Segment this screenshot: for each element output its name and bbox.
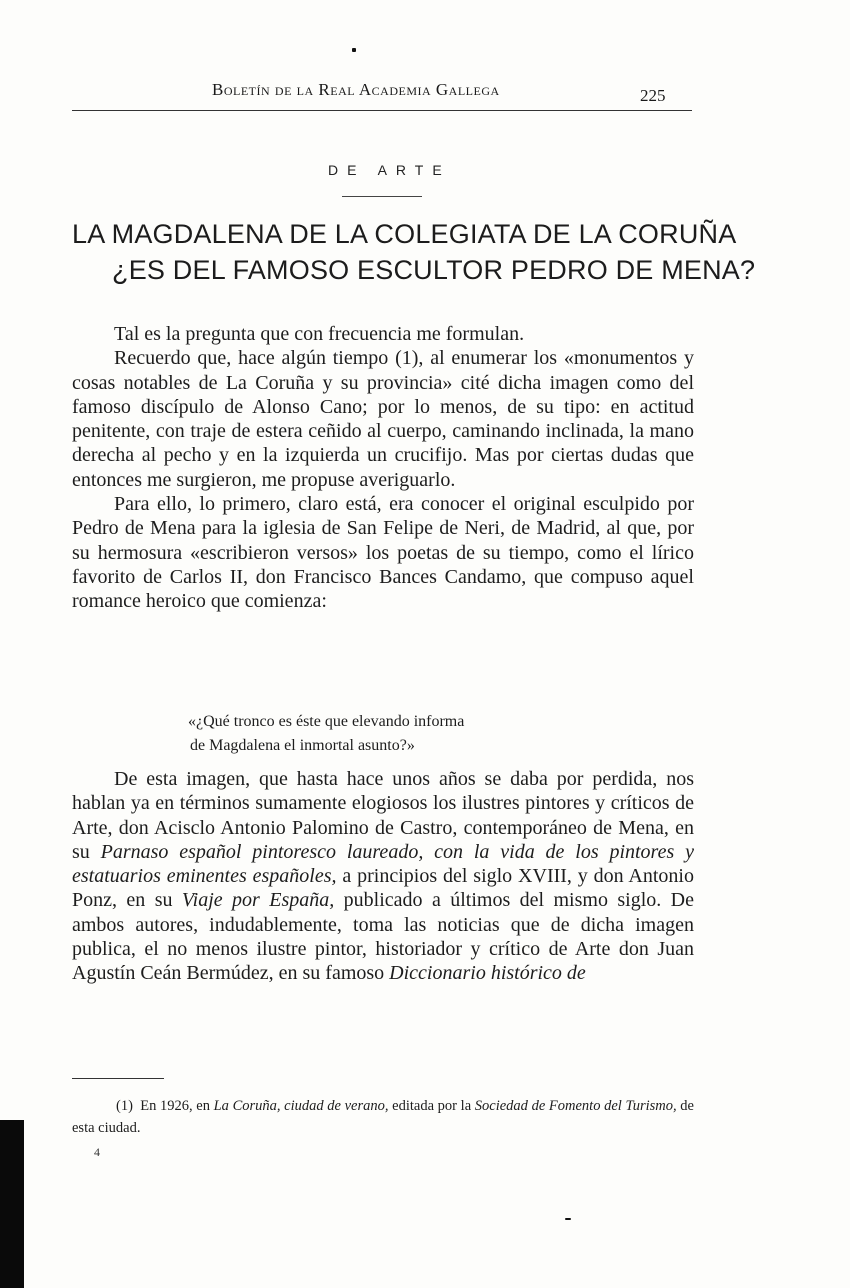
header-rule bbox=[72, 110, 692, 111]
running-head: Boletín de la Real Academia Gallega bbox=[212, 80, 500, 99]
scan-edge-shadow bbox=[0, 1120, 24, 1288]
footnote-title-b: Sociedad de Fomento del Turismo, bbox=[474, 1098, 677, 1114]
footnote-marker: (1) bbox=[116, 1098, 133, 1114]
article-body bbox=[72, 322, 694, 614]
page-number: 225 bbox=[640, 86, 666, 105]
scan-speck bbox=[352, 48, 356, 52]
verse-line-1: «¿Qué tronco es éste que elevando informa bbox=[188, 713, 465, 730]
article-title-line-1: LA MAGDALENA DE LA COLEGIATA DE LA CORUÑA bbox=[72, 219, 737, 249]
section-rule bbox=[342, 196, 422, 197]
footnote-text-a: En 1926, en bbox=[140, 1098, 214, 1114]
printer-signature-mark: 4 bbox=[94, 1145, 100, 1159]
footnote-rule bbox=[72, 1078, 164, 1079]
article-title-line-2: ¿ES DEL FAMOSO ESCULTOR PEDRO DE MENA? bbox=[112, 255, 756, 285]
verse-quote bbox=[188, 710, 608, 758]
book-title-viaje: Viaje por España, bbox=[181, 889, 335, 912]
footnote bbox=[72, 1095, 694, 1139]
footnote-title-a: La Coruña, ciudad de verano, bbox=[213, 1098, 389, 1114]
footnote-text-c: de esta ciudad. bbox=[72, 1098, 694, 1136]
book-title-parnaso: Parnaso español pintoresco laureado, con la vida de los pintores y estatuarios eminentes españoles, bbox=[72, 840, 694, 888]
section-label: DE ARTE bbox=[328, 162, 451, 178]
paragraph-3: Para ello, lo primero, claro está, era conocer el original esculpido por Pedro de Mena para la iglesia de San Felipe de Neri, de Madrid, al que, por su hermosura «escribieron versos» los poetas de su tiempo, como el lírico favorito de Carlos II, don Francisco Bances Candamo, que compuso aquel romance heroico que comienza: bbox=[72, 493, 694, 613]
verse-line-2: de Magdalena el inmortal asunto?» bbox=[190, 737, 415, 754]
article-body-continued bbox=[72, 767, 694, 986]
book-title-diccionario: Diccionario histórico de bbox=[389, 962, 586, 985]
paragraph-2: Recuerdo que, hace algún tiempo (1), al enumerar los «monumentos y cosas notables de La Coruña y su provincia» cité dicha imagen como del famoso discípulo de Alonso Cano; por lo menos, de su tipo: en actitud penitente, con traje de estera ceñido al cuerpo, caminando inclinada, la mano derecha al pecho y en la izquierda un crucifijo. Mas por ciertas dudas que entonces me surgieron, me propuse averiguarlo. bbox=[72, 347, 694, 491]
paragraph-1: Tal es la pregunta que con frecuencia me formulan. bbox=[114, 323, 525, 345]
paragraph-4 bbox=[72, 767, 694, 986]
article-title bbox=[72, 216, 756, 288]
footnote-1 bbox=[72, 1095, 694, 1139]
paragraph-4-text-b: a principios del siglo XVIII, y don Antonio Ponz, en su bbox=[72, 865, 694, 912]
paragraph-4-text-c: publicado a últimos del mismo siglo. De ambos autores, indudablemente, toma las noticias que de dicha imagen publica, el no menos ilustre pintor, historiador y crítico de Arte don Juan Agustín Ceán Bermúdez, en su famoso bbox=[72, 889, 694, 985]
scan-speck bbox=[565, 1218, 571, 1220]
paragraph-4-text-a: De esta imagen, que hasta hace unos años se daba por perdida, nos hablan ya en términos sumamente elogiosos los ilustres pintores y críticos de Arte, don Acisclo Antonio Palomino de Castro, contemporáneo de Mena, en su bbox=[72, 768, 694, 863]
footnote-text-b: editada por la bbox=[388, 1098, 475, 1114]
